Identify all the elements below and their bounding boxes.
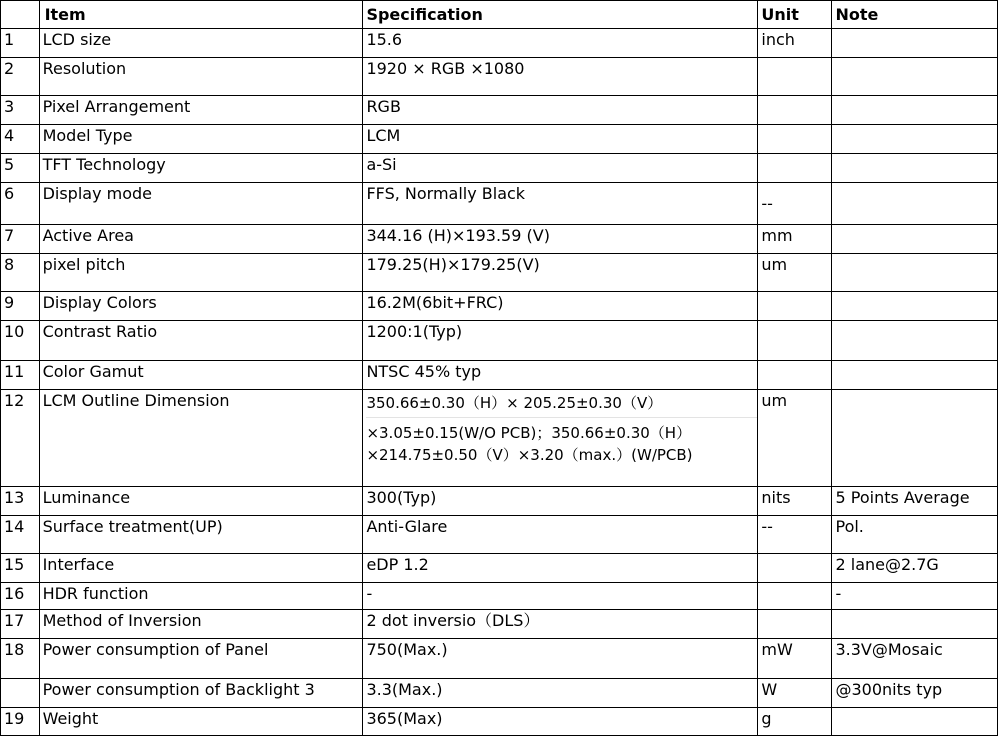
unit-cell: [758, 58, 832, 96]
item-cell: Weight: [39, 708, 363, 736]
unit-cell: [758, 292, 832, 321]
note-cell: [832, 29, 998, 58]
unit-cell: [758, 154, 832, 183]
header-note: Note: [832, 1, 998, 29]
item-cell: pixel pitch: [39, 254, 363, 292]
dimension-line: 350.66±0.30（H）× 205.25±0.30（V）: [366, 390, 757, 418]
header-specification: Specification: [363, 1, 758, 29]
item-cell: TFT Technology: [39, 154, 363, 183]
item-cell: Display Colors: [39, 292, 363, 321]
note-cell: 5 Points Average: [832, 487, 998, 516]
unit-cell: [758, 361, 832, 390]
table-row: [1, 361, 998, 390]
item-cell: Method of Inversion: [39, 610, 363, 639]
note-cell: [832, 292, 998, 321]
spec-cell: FFS, Normally Black: [363, 183, 758, 225]
unit-cell: um: [758, 254, 832, 292]
note-cell: [832, 96, 998, 125]
spec-cell: 15.6: [363, 29, 758, 58]
unit-cell: [758, 321, 832, 361]
table-row: [1, 29, 998, 58]
row-number: 2: [1, 58, 40, 96]
spec-cell: a-Si: [363, 154, 758, 183]
row-number: 11: [1, 361, 40, 390]
item-cell: Pixel Arrangement: [39, 96, 363, 125]
unit-cell: um: [758, 390, 832, 487]
note-cell: [832, 390, 998, 487]
item-cell: Power consumption of Panel: [39, 639, 363, 679]
table-row: [1, 254, 998, 292]
item-cell: Active Area: [39, 225, 363, 254]
header-no: [1, 1, 40, 29]
row-number: [1, 679, 40, 708]
spec-cell: eDP 1.2: [363, 554, 758, 583]
note-cell: @300nits typ: [832, 679, 998, 708]
table-row: [1, 125, 998, 154]
item-cell: Luminance: [39, 487, 363, 516]
spec-cell: 1200:1(Typ): [363, 321, 758, 361]
note-cell: [832, 708, 998, 736]
spec-cell: LCM: [363, 125, 758, 154]
row-number: 6: [1, 183, 40, 225]
row-number: 9: [1, 292, 40, 321]
item-cell: Resolution: [39, 58, 363, 96]
unit-cell: inch: [758, 29, 832, 58]
note-cell: [832, 321, 998, 361]
row-number: 1: [1, 29, 40, 58]
table-row: [1, 679, 998, 708]
spec-cell: [363, 390, 758, 487]
table-row: [1, 292, 998, 321]
unit-cell: --: [758, 183, 832, 225]
row-number: 10: [1, 321, 40, 361]
note-cell: [832, 254, 998, 292]
spec-cell: 2 dot inversio（DLS）: [363, 610, 758, 639]
row-number: 12: [1, 390, 40, 487]
unit-cell: nits: [758, 487, 832, 516]
table-row: [1, 183, 998, 225]
note-cell: [832, 58, 998, 96]
item-cell: Interface: [39, 554, 363, 583]
table-row: [1, 708, 998, 736]
note-cell: 3.3V@Mosaic: [832, 639, 998, 679]
table-row: [1, 610, 998, 639]
unit-cell: [758, 610, 832, 639]
note-cell: Pol.: [832, 516, 998, 554]
row-number: 5: [1, 154, 40, 183]
table-row: [1, 225, 998, 254]
header-unit: Unit: [758, 1, 832, 29]
spec-cell: 3.3(Max.): [363, 679, 758, 708]
unit-cell: g: [758, 708, 832, 736]
row-number: 8: [1, 254, 40, 292]
unit-cell: [758, 125, 832, 154]
note-cell: [832, 610, 998, 639]
header-row: [1, 1, 998, 29]
spec-cell: 16.2M(6bit+FRC): [363, 292, 758, 321]
table-row: [1, 321, 998, 361]
unit-cell: [758, 554, 832, 583]
spec-cell: 750(Max.): [363, 639, 758, 679]
item-cell: Color Gamut: [39, 361, 363, 390]
item-cell: Surface treatment(UP): [39, 516, 363, 554]
item-cell: LCM Outline Dimension: [39, 390, 363, 487]
note-cell: -: [832, 583, 998, 610]
table-row: [1, 554, 998, 583]
spec-cell: 365(Max): [363, 708, 758, 736]
unit-cell: W: [758, 679, 832, 708]
unit-cell: mW: [758, 639, 832, 679]
row-number: 18: [1, 639, 40, 679]
table-row: [1, 390, 998, 487]
note-cell: 2 lane@2.7G: [832, 554, 998, 583]
row-number: 16: [1, 583, 40, 610]
item-cell: HDR function: [39, 583, 363, 610]
table-row: [1, 96, 998, 125]
item-cell: Contrast Ratio: [39, 321, 363, 361]
note-cell: [832, 125, 998, 154]
dimension-line: ×3.05±0.15(W/O PCB)；350.66±0.30（H）: [366, 424, 692, 442]
table-row: [1, 487, 998, 516]
dimension-line: ×214.75±0.50（V）×3.20（max.）(W/PCB): [366, 446, 693, 464]
item-cell: Power consumption of Backlight 3: [39, 679, 363, 708]
spec-cell: NTSC 45% typ: [363, 361, 758, 390]
spec-cell: Anti-Glare: [363, 516, 758, 554]
row-number: 14: [1, 516, 40, 554]
table-row: [1, 58, 998, 96]
table-row: [1, 516, 998, 554]
spec-cell: RGB: [363, 96, 758, 125]
row-number: 3: [1, 96, 40, 125]
spec-cell: 179.25(H)×179.25(V): [363, 254, 758, 292]
unit-cell: [758, 583, 832, 610]
row-number: 19: [1, 708, 40, 736]
spec-cell: 344.16 (H)×193.59 (V): [363, 225, 758, 254]
spec-cell: -: [363, 583, 758, 610]
row-number: 7: [1, 225, 40, 254]
item-cell: LCD size: [39, 29, 363, 58]
spec-cell: 300(Typ): [363, 487, 758, 516]
unit-cell: mm: [758, 225, 832, 254]
row-number: 4: [1, 125, 40, 154]
item-cell: Model Type: [39, 125, 363, 154]
unit-cell: --: [758, 516, 832, 554]
unit-cell: [758, 96, 832, 125]
note-cell: [832, 225, 998, 254]
table-row: [1, 583, 998, 610]
header-item: Item: [39, 1, 363, 29]
row-number: 17: [1, 610, 40, 639]
table-row: [1, 639, 998, 679]
note-cell: [832, 361, 998, 390]
note-cell: [832, 183, 998, 225]
row-number: 13: [1, 487, 40, 516]
note-cell: [832, 154, 998, 183]
item-cell: Display mode: [39, 183, 363, 225]
row-number: 15: [1, 554, 40, 583]
spec-cell: 1920 × RGB ×1080: [363, 58, 758, 96]
table-row: [1, 154, 998, 183]
